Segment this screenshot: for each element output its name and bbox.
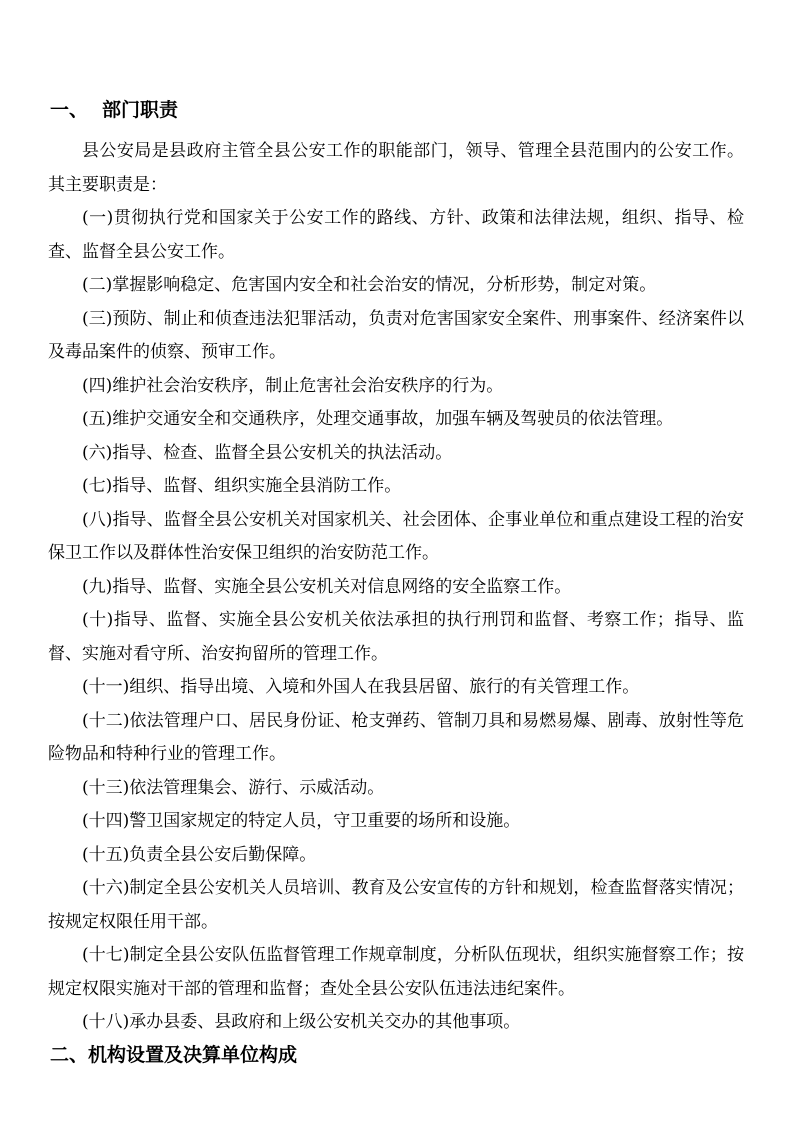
- duty-text: 制定全县公安队伍监督管理工作规章制度，分析队伍现状，组织实施督察工作；按规定权限实施对干部的管理和监督；查处全县公安队伍违法违纪案件。: [48, 945, 745, 999]
- section-number: 二、: [50, 1044, 89, 1066]
- duty-number: (十四): [82, 811, 130, 831]
- duty-item: [48, 437, 744, 471]
- duty-item: [48, 571, 744, 605]
- duty-item: [48, 1006, 744, 1040]
- duty-item: [48, 470, 744, 504]
- duty-number: (四): [82, 375, 113, 396]
- duty-item: [48, 604, 744, 671]
- intro-paragraph: 县公安局是县政府主管全县公安工作的职能部门，领导、管理全县范围内的公安工作。其主要职责是：: [48, 141, 744, 195]
- duty-number: (六): [82, 442, 113, 463]
- duty-item: [48, 872, 744, 939]
- duty-text: 指导、检查、监督全县公安机关的执法活动。: [112, 442, 453, 463]
- duty-item: [48, 772, 744, 806]
- section-heading-organization: [50, 1043, 297, 1067]
- duty-text: 维护社会治安秩序，制止危害社会治安秩序的行为。: [112, 375, 504, 396]
- duty-number: (十八): [82, 1012, 130, 1032]
- duty-item: [48, 303, 744, 370]
- duty-number: (十六): [82, 878, 130, 898]
- duty-number: (十五): [82, 844, 130, 865]
- duty-item: [48, 504, 744, 571]
- duty-text: 承办县委、县政府和上级公安机关交办的其他事项。: [129, 1012, 521, 1032]
- duty-number: (九): [82, 576, 113, 597]
- duty-item: [48, 370, 744, 404]
- duty-text: 指导、监督、实施全县公安机关对信息网络的安全监察工作。: [112, 576, 572, 597]
- duty-number: (一): [82, 208, 114, 228]
- duty-number: (十七): [82, 945, 130, 965]
- duty-item: [48, 939, 744, 1006]
- duty-text: 制定全县公安机关人员培训、教育及公安宣传的方针和规划，检查监督落实情况；按规定权限任用干部。: [48, 878, 745, 932]
- duty-number: (十): [82, 610, 114, 630]
- duty-item: [48, 839, 744, 873]
- section-number: 一、: [50, 99, 89, 121]
- duty-text: 贯彻执行党和国家关于公安工作的路线、方针、政策和法律法规，组织、指导、检查、监督全县公安工作。: [48, 208, 745, 262]
- duty-text: 指导、监督、实施全县公安机关依法承担的执行刑罚和监督、考察工作；指导、监督、实施对看守所、治安拘留所的管理工作。: [48, 610, 745, 664]
- duty-item: [48, 202, 744, 269]
- duty-text: 依法管理户口、居民身份证、枪支弹药、管制刀具和易燃易爆、剧毒、放射性等危险物品和特种行业的管理工作。: [48, 710, 745, 764]
- duty-item: [48, 805, 744, 839]
- section-title: 机构设置及决算单位构成: [88, 1044, 298, 1066]
- duty-text: 依法管理集会、游行、示威活动。: [129, 777, 385, 798]
- duty-item: [48, 403, 744, 437]
- duty-list: [48, 202, 744, 1040]
- section-heading-duties: [50, 98, 178, 122]
- duty-text: 预防、制止和侦查违法犯罪活动，负责对危害国家安全案件、刑事案件、经济案件以及毒品案件的侦察、预审工作。: [48, 308, 744, 362]
- duty-text: 警卫国家规定的特定人员，守卫重要的场所和设施。: [129, 811, 521, 831]
- duty-number: (八): [82, 509, 113, 530]
- duty-number: (二): [82, 275, 113, 295]
- duty-text: 维护交通安全和交通秩序，处理交通事故，加强车辆及驾驶员的依法管理。: [112, 409, 674, 429]
- duty-text: 指导、监督全县公安机关对国家机关、社会团体、企事业单位和重点建设工程的治安保卫工作以及群体性治安保卫组织的治安防范工作。: [48, 509, 744, 563]
- duty-text: 指导、监督、组织实施全县消防工作。: [112, 476, 402, 496]
- duty-number: (三): [82, 308, 113, 329]
- duty-text: 组织、指导出境、入境和外国人在我县居留、旅行的有关管理工作。: [129, 677, 640, 697]
- duty-number: (十三): [82, 777, 130, 798]
- section-title: 部门职责: [102, 99, 179, 121]
- duty-number: (五): [82, 409, 113, 429]
- document-body: [48, 135, 744, 1040]
- duty-number: (七): [82, 476, 113, 496]
- duty-number: (十一): [82, 677, 130, 697]
- duty-text: 掌握影响稳定、危害国内安全和社会治安的情况，分析形势，制定对策。: [112, 275, 657, 295]
- duty-item: [48, 671, 744, 705]
- duty-item: [48, 269, 744, 303]
- duty-number: (十二): [82, 710, 130, 731]
- duty-text: 负责全县公安后勤保障。: [129, 844, 317, 865]
- duty-item: [48, 705, 744, 772]
